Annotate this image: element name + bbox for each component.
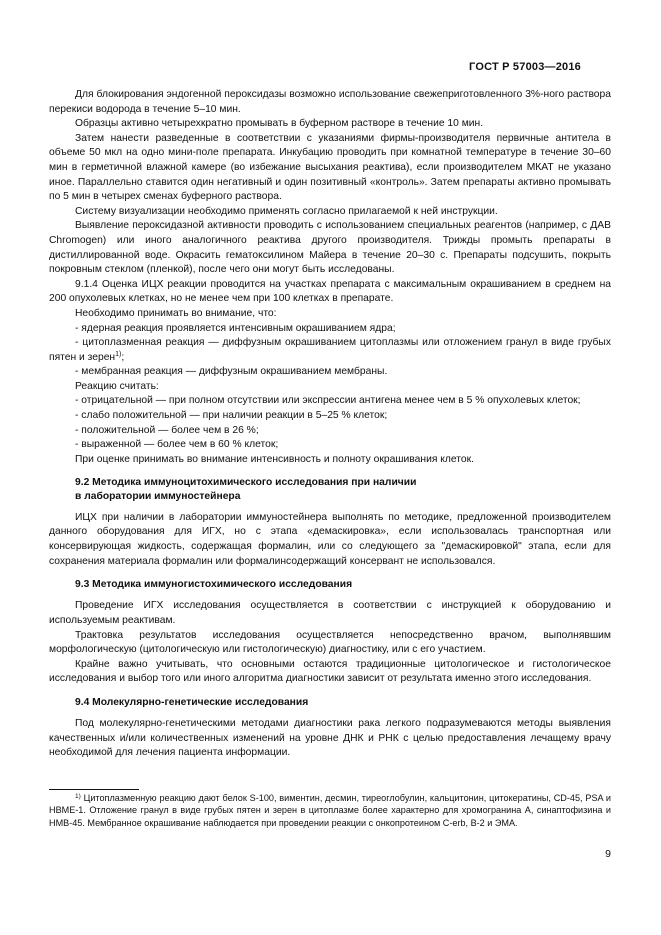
footnote-reference: 1): [115, 350, 122, 358]
heading-9-4: 9.4 Молекулярно-генетические исследования: [75, 696, 309, 708]
heading-9-3: 9.3 Методика иммуногистохимического исследования: [75, 579, 353, 591]
paragraph-ihc-conduct: Проведение ИГХ исследования осуществляется в соответствии с инструкцией к оборудованию и используемым реактивам.: [49, 600, 611, 627]
paragraph-visualization-system: Систему визуализации необходимо применять согласно прилагаемой к ней инструкции.: [75, 205, 498, 217]
list-item-pronounced: - выраженной — более чем в 60 % клеток;: [75, 439, 279, 451]
paragraph-icc-evaluation: 9.1.4 Оценка ИЦХ реакции проводится на участках препарата с максимальным окрашиванием в среднем на 200 опухолевых клетках, но не менее чем при 100 клетках в препарате.: [49, 278, 611, 305]
paragraph-ihc-interpretation: Трактовка результатов исследования осуществляется непосредственно врачом, выполнявшим морфологическую (цитологическую или гистологическую) диагностику, или с его участием.: [49, 629, 611, 656]
paragraph-consider: Необходимо принимать во внимание, что:: [75, 307, 277, 319]
footnote-separator: [49, 789, 139, 790]
paragraph-washing: Образцы активно четырехкратно промывать в буферном растворе в течение 10 мин.: [75, 118, 484, 130]
paragraph-intensity: При оценке принимать во внимание интенсивность и полноту окрашивания клеток.: [75, 453, 474, 465]
main-text: [49, 88, 611, 761]
list-item-cytoplasmic: [49, 336, 611, 365]
list-item-negative: - отрицательной — при полном отсутствии или экспрессии антигена менее чем в 5 % опухолевых клеток;: [75, 395, 581, 407]
list-item-nuclear: - ядерная реакция проявляется интенсивным окрашиванием ядра;: [75, 322, 396, 334]
paragraph-reaction-scale: Реакцию считать:: [75, 380, 159, 392]
page-number: 9: [605, 848, 611, 860]
list-item-membrane: - мембранная реакция — диффузным окрашиванием мембраны.: [75, 366, 388, 378]
cytoplasmic-end: ;: [121, 351, 125, 363]
paragraph-peroxidase-activity: Выявление пероксидазной активности проводить с использованием специальных реагентов (например, с ДАВ Chromogen) или иного аналогичного реактива другого производителя. Трижды промыть препараты в дистиллированной воде. Окрасить гематоксилином Майера в течение 20–30 с. Препараты подсушить, покрыть покровным стеклом (пленкой), после чего они могут быть исследованы.: [49, 220, 611, 276]
footnote: [49, 792, 611, 829]
footnote-marker: 1): [75, 793, 81, 800]
paragraph-primary-antibodies: Затем нанести разведенные в соответствии с указаниями фирмы-производителя первичные антитела в объеме 50 мкл на одно мини-поле препарата. Инкубацию проводить при комнатной температуре в течение 30–60 мин в герметичной влажной камере (во избежание высыхания реактива), если производителем МКАТ не указано иное. Параллельно ставится один негативный и один позитивный «контроль». Затем препараты активно промывать по 5 мин в четырех сменах буферного раствора.: [49, 132, 611, 203]
paragraph-peroxidase-blocking: Для блокирования эндогенной пероксидазы возможно использование свежеприготовленного 3%-ного раствора перекиси водорода в течение 5–10 мин.: [49, 89, 611, 115]
heading-9-2-line1: 9.2 Методика иммуноцитохимического исследования при наличии: [75, 477, 417, 489]
footnote-text: Цитоплазменную реакцию дают белок S-100, виментин, десмин, тиреоглобулин, кальцитонин, цитокератины, CD-45, PSA и HBME-1. Отложение гранул в виде грубых пятен и зерен в цитоплазме более характерно для хромогранина А, синаптофизина и HMB-45. Мембранное окрашивание наблюдается при проведении реакции с онкопротеином C-erb, B-2 и ЭМА.: [49, 793, 611, 828]
standard-designation: ГОСТ Р 57003—2016: [469, 61, 581, 73]
paragraph-molecular-genetic: Под молекулярно-генетическими методами диагностики рака легкого подразумеваются методы выявления качественных и/или количественных изменений на уровне ДНК и РНК с целью предоставления лечащему врачу необходимой для лечения пациента информации.: [49, 718, 611, 759]
paragraph-immunostainer: ИЦХ при наличии в лаборатории иммуностейнера выполнять по методике, предложенной производителем данного оборудования для ИГХ, но с этапа «демаскировка», если использовалась транспортная или консервирующая жидкость, содержащая формалин, или со следующего за "демаскировкой" этапа, если для сохранения материала формалин или формалинсодержащий консервант не использовался.: [49, 511, 611, 567]
list-item-weak-positive: - слабо положительной — при наличии реакции в 5–25 % клеток;: [75, 410, 388, 422]
cytoplasmic-text: - цитоплазменная реакция — диффузным окрашиванием цитоплазмы или отложением гранул в виде грубых пятен и зерен: [49, 337, 611, 363]
heading-9-2: [49, 476, 611, 502]
heading-9-2-line2: в лаборатории иммуностейнера: [75, 490, 241, 502]
paragraph-traditional-methods: Крайне важно учитывать, что основными остаются традиционные цитологическое и гистологическое исследования и выбор того или иного алгоритма диагностики зависит от результата именно этого исследования.: [49, 658, 611, 685]
list-item-positive: - положительной — более чем в 26 %;: [75, 424, 259, 436]
